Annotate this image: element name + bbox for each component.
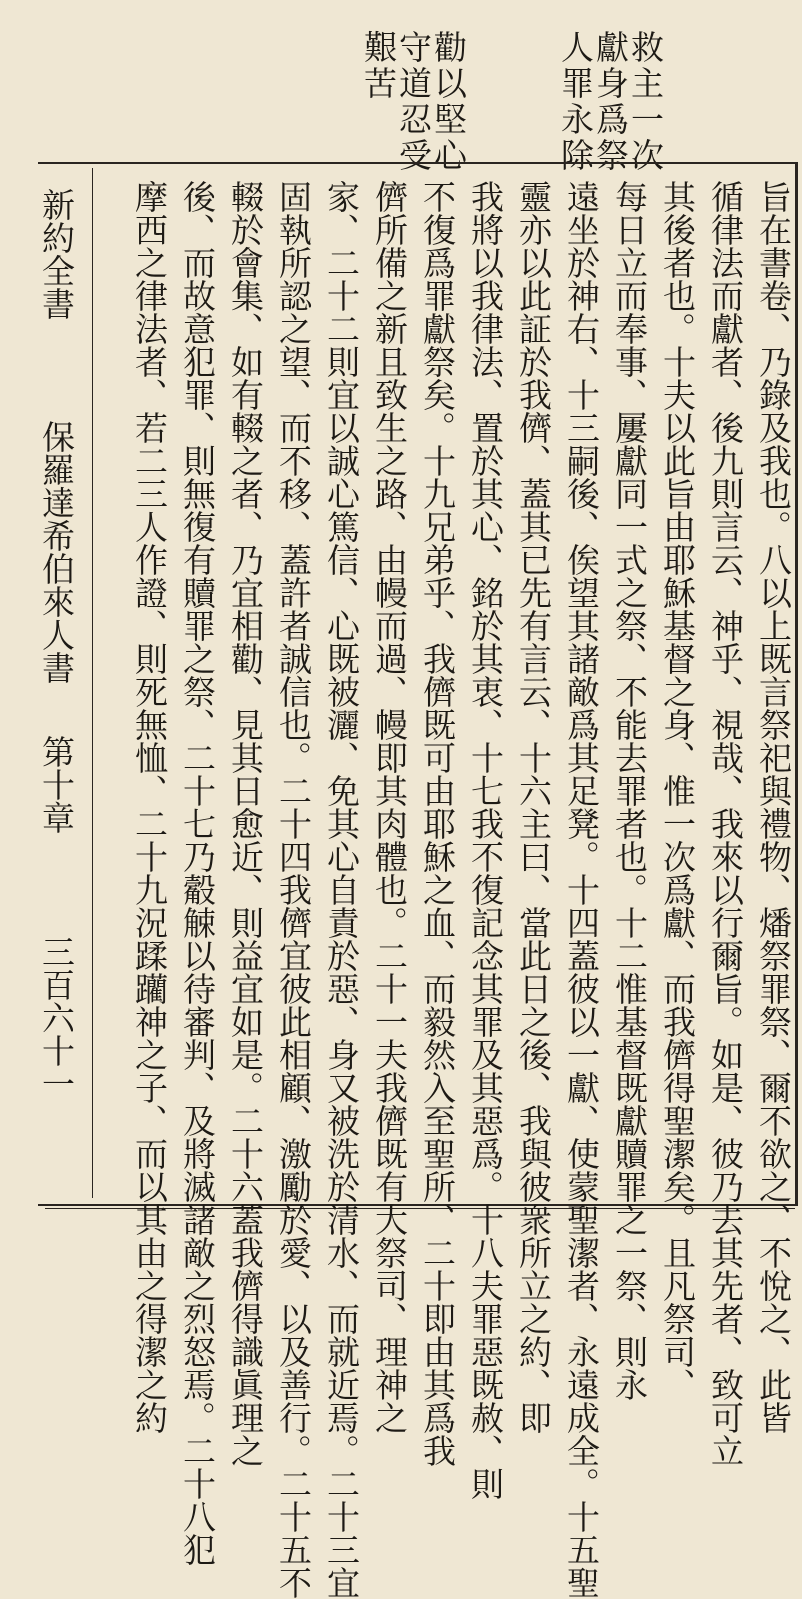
text-column: 輟於會集、如有輟之者、乃宜相勸、見其日愈近、則益宜如是。二十六蓋我儕得識眞理之 bbox=[226, 180, 265, 1467]
page-number: 三百六十一 bbox=[37, 935, 76, 1100]
header-divider bbox=[92, 168, 93, 1198]
margin-note-col: 獻身爲祭 bbox=[591, 30, 630, 174]
text-column: 靈亦以此証於我儕、蓋其已先有言云、十六主曰、當此日之後、我與彼衆所立之約、即 bbox=[514, 180, 553, 1434]
chapter-title: 保羅達希伯來人書 bbox=[37, 420, 76, 684]
chapter-number: 第十章 bbox=[37, 735, 76, 834]
text-column: 每日立而奉事、屢獻同一式之祭、不能去罪者也。十二惟基督既獻贖罪之一祭、則永 bbox=[610, 180, 649, 1401]
text-column: 後、而故意犯罪、則無復有贖罪之祭、二十七乃觳觫以待審判、及將滅諸敵之烈怒焉。二十八犯 bbox=[178, 180, 217, 1566]
text-column: 家、二十二則宜以誠心篤信、心既被灑、免其心自責於惡、身又被洗於清水、而就近焉。二十三宜 bbox=[322, 180, 361, 1599]
text-column: 其後者也。十夫以此旨由耶穌基督之身、惟一次爲獻、而我儕得聖潔矣。且凡祭司、 bbox=[658, 180, 697, 1401]
text-column: 我將以我律法、置於其心、銘於其衷、十七我不復記念其罪及其惡爲。十八夫罪惡既赦、則 bbox=[466, 180, 505, 1500]
text-column: 不復爲罪獻祭矣。十九兄弟乎、我儕既可由耶穌之血、而毅然入至聖所、二十即由其爲我 bbox=[418, 180, 457, 1467]
book-title: 新約全書 bbox=[37, 188, 76, 320]
text-column: 遠坐於神右、十三嗣後、俟望其諸敵爲其足凳。十四蓋彼以一獻、使蒙聖潔者、永遠成全。十五聖 bbox=[562, 180, 601, 1599]
margin-note-col: 救主一次 bbox=[626, 30, 665, 174]
margin-note-col: 守道忍受 bbox=[394, 30, 433, 174]
margin-note-col: 勸以堅心 bbox=[429, 30, 468, 174]
text-column: 循律法而獻者、後九則言云、神乎、視哉、我來以行爾旨。如是、彼乃去其先者、致可立 bbox=[706, 180, 745, 1467]
text-column: 摩西之律法者、若二三人作證、則死無恤、二十九況蹂躪神之子、而以其由之得潔之約 bbox=[130, 180, 169, 1434]
margin-note-col: 艱苦 bbox=[359, 30, 398, 102]
margin-note-col: 人罪永除 bbox=[556, 30, 595, 174]
text-column: 固執所認之望、而不移、蓋許者誠信也。二十四我儕宜彼此相顧、激勵於愛、以及善行。二十五不 bbox=[274, 180, 313, 1599]
text-column: 儕所備之新且致生之路、由幔而過、幔即其肉體也。二十一夫我儕既有大祭司、理神之 bbox=[370, 180, 409, 1434]
text-column: 旨在書卷、乃錄及我也。八以上既言祭祀與禮物、燔祭罪祭、爾不欲之、不悅之、此皆 bbox=[754, 180, 793, 1434]
